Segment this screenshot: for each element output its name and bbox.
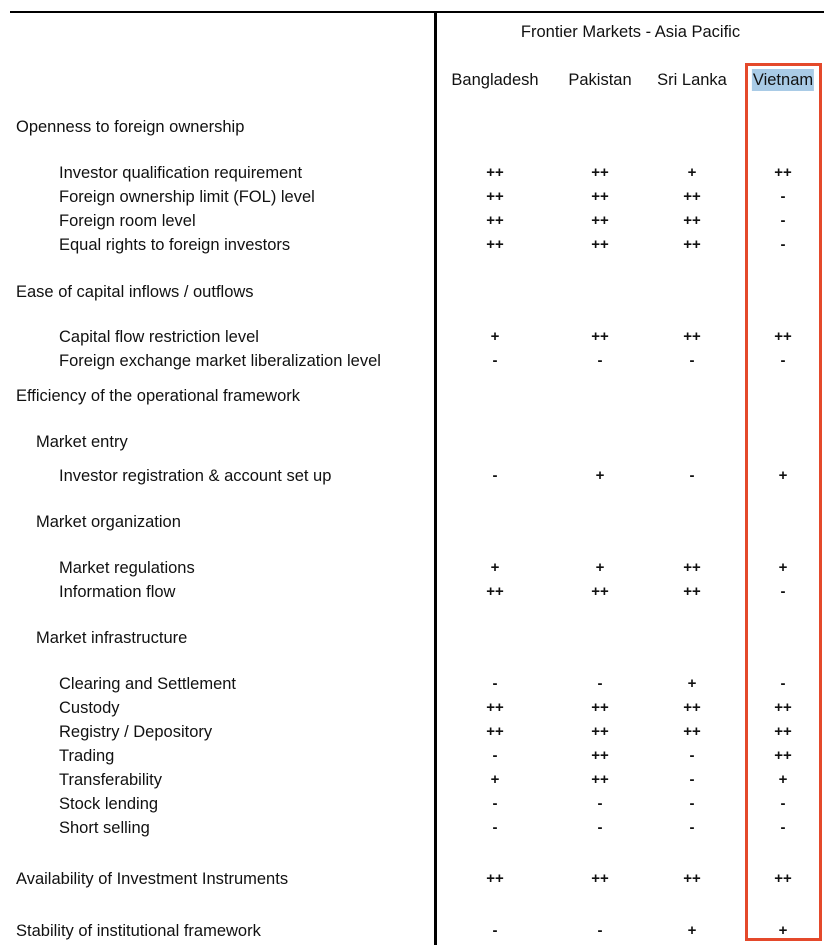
vietnam-highlight-box xyxy=(745,63,822,941)
rating-cell-sri-lanka: + xyxy=(687,922,697,939)
region-title: Frontier Markets - Asia Pacific xyxy=(520,23,741,41)
rating-cell-bangladesh: - xyxy=(492,467,498,484)
rating-cell-pakistan: ++ xyxy=(591,747,609,764)
table-row xyxy=(0,792,824,816)
rating-cell-pakistan: ++ xyxy=(591,583,609,600)
rating-cell-vietnam: + xyxy=(778,467,788,484)
rating-cell-pakistan: ++ xyxy=(591,870,609,887)
rating-cell-bangladesh: - xyxy=(492,352,498,369)
row-label-foreign-exchange-market-liberalization-level: Foreign exchange market liberalization level xyxy=(59,352,381,370)
rating-cell-pakistan: - xyxy=(597,922,603,939)
table-row xyxy=(0,867,824,891)
column-header-vietnam: Vietnam xyxy=(752,71,814,89)
table-row xyxy=(0,768,824,792)
table-row xyxy=(0,556,824,580)
rating-cell-pakistan: ++ xyxy=(591,723,609,740)
rating-cell-sri-lanka: ++ xyxy=(683,559,701,576)
rating-cell-bangladesh: + xyxy=(490,559,500,576)
rating-cell-sri-lanka: + xyxy=(687,164,697,181)
rating-cell-pakistan: ++ xyxy=(591,771,609,788)
rating-cell-pakistan: - xyxy=(597,819,603,836)
rating-cell-bangladesh: ++ xyxy=(486,164,504,181)
rating-cell-sri-lanka: - xyxy=(689,795,695,812)
rating-cell-pakistan: ++ xyxy=(591,212,609,229)
rating-cell-bangladesh: - xyxy=(492,675,498,692)
rating-cell-bangladesh: ++ xyxy=(486,188,504,205)
row-label-registry-depository: Registry / Depository xyxy=(59,723,213,741)
row-label-transferability: Transferability xyxy=(59,771,163,789)
rating-cell-vietnam: - xyxy=(780,352,786,369)
section-heading-row xyxy=(0,626,824,650)
rating-cell-vietnam: ++ xyxy=(774,699,792,716)
row-label-ease-of-capital-inflows-outflows: Ease of capital inflows / outflows xyxy=(16,283,254,301)
rating-cell-vietnam: - xyxy=(780,795,786,812)
row-label-availability-of-investment-instruments: Availability of Investment Instruments xyxy=(16,870,289,888)
rating-cell-vietnam: ++ xyxy=(774,328,792,345)
rating-cell-sri-lanka: - xyxy=(689,467,695,484)
rating-cell-sri-lanka: ++ xyxy=(683,212,701,229)
row-label-equal-rights-to-foreign-investors: Equal rights to foreign investors xyxy=(59,236,291,254)
rating-cell-sri-lanka: ++ xyxy=(683,188,701,205)
rating-cell-sri-lanka: ++ xyxy=(683,583,701,600)
rating-cell-bangladesh: - xyxy=(492,922,498,939)
section-heading-row xyxy=(0,115,824,139)
table-row xyxy=(0,161,824,185)
rating-cell-pakistan: ++ xyxy=(591,328,609,345)
row-label-short-selling: Short selling xyxy=(59,819,150,837)
row-label-custody: Custody xyxy=(59,699,120,717)
table-row xyxy=(0,720,824,744)
table-row xyxy=(0,744,824,768)
table-row xyxy=(0,672,824,696)
top-rule xyxy=(10,11,824,13)
rating-cell-vietnam: + xyxy=(778,559,788,576)
rating-cell-pakistan: - xyxy=(597,675,603,692)
rating-cell-sri-lanka: - xyxy=(689,819,695,836)
rating-cell-vietnam: - xyxy=(780,188,786,205)
rating-cell-vietnam: - xyxy=(780,819,786,836)
row-label-market-entry: Market entry xyxy=(36,433,128,451)
rating-cell-sri-lanka: + xyxy=(687,675,697,692)
table-row xyxy=(0,233,824,257)
rating-cell-bangladesh: ++ xyxy=(486,699,504,716)
rating-cell-vietnam: ++ xyxy=(774,164,792,181)
rating-cell-sri-lanka: ++ xyxy=(683,870,701,887)
section-heading-row xyxy=(0,280,824,304)
column-header-pakistan: Pakistan xyxy=(568,71,632,89)
section-heading-row xyxy=(0,384,824,408)
rating-cell-pakistan: ++ xyxy=(591,699,609,716)
rating-cell-bangladesh: - xyxy=(492,747,498,764)
table-row xyxy=(0,696,824,720)
table-row xyxy=(0,580,824,604)
rating-cell-pakistan: ++ xyxy=(591,188,609,205)
rating-cell-sri-lanka: ++ xyxy=(683,236,701,253)
table-row xyxy=(0,325,824,349)
rating-cell-sri-lanka: - xyxy=(689,747,695,764)
rating-cell-sri-lanka: ++ xyxy=(683,328,701,345)
table-row xyxy=(0,464,824,488)
table-row xyxy=(0,349,824,373)
rating-cell-bangladesh: ++ xyxy=(486,583,504,600)
section-heading-row xyxy=(0,430,824,454)
row-label-stability-of-institutional-framework: Stability of institutional framework xyxy=(16,922,261,940)
row-label-information-flow: Information flow xyxy=(59,583,176,601)
row-label-trading: Trading xyxy=(59,747,115,765)
rating-cell-vietnam: ++ xyxy=(774,723,792,740)
rating-cell-bangladesh: ++ xyxy=(486,870,504,887)
row-label-investor-registration-account-set-up: Investor registration & account set up xyxy=(59,467,332,485)
row-label-market-regulations: Market regulations xyxy=(59,559,195,577)
rating-cell-vietnam: + xyxy=(778,771,788,788)
rating-cell-bangladesh: ++ xyxy=(486,212,504,229)
table-row xyxy=(0,919,824,943)
row-label-efficiency-of-the-operational-framework: Efficiency of the operational framework xyxy=(16,387,301,405)
column-header-bangladesh: Bangladesh xyxy=(451,71,539,89)
rating-cell-pakistan: ++ xyxy=(591,164,609,181)
rating-cell-bangladesh: + xyxy=(490,328,500,345)
row-label-stock-lending: Stock lending xyxy=(59,795,159,813)
row-label-capital-flow-restriction-level: Capital flow restriction level xyxy=(59,328,259,346)
table-row xyxy=(0,209,824,233)
row-label-foreign-ownership-limit-fol-level: Foreign ownership limit (FOL) level xyxy=(59,188,315,206)
rating-cell-vietnam: - xyxy=(780,236,786,253)
rating-cell-sri-lanka: - xyxy=(689,352,695,369)
rating-cell-pakistan: + xyxy=(595,467,605,484)
rating-cell-pakistan: + xyxy=(595,559,605,576)
rating-cell-bangladesh: ++ xyxy=(486,723,504,740)
rating-cell-vietnam: ++ xyxy=(774,870,792,887)
rating-cell-pakistan: - xyxy=(597,795,603,812)
rating-cell-sri-lanka: ++ xyxy=(683,699,701,716)
row-label-market-organization: Market organization xyxy=(36,513,181,531)
row-label-foreign-room-level: Foreign room level xyxy=(59,212,196,230)
rating-cell-pakistan: - xyxy=(597,352,603,369)
table-row xyxy=(0,816,824,840)
rating-cell-vietnam: + xyxy=(778,922,788,939)
rating-cell-vietnam: - xyxy=(780,583,786,600)
row-label-investor-qualification-requirement: Investor qualification requirement xyxy=(59,164,303,182)
column-header-sri-lanka: Sri Lanka xyxy=(657,71,727,89)
rating-cell-vietnam: - xyxy=(780,675,786,692)
rating-cell-vietnam: - xyxy=(780,212,786,229)
row-label-clearing-and-settlement: Clearing and Settlement xyxy=(59,675,237,693)
table-row xyxy=(0,185,824,209)
rating-cell-sri-lanka: ++ xyxy=(683,723,701,740)
rating-cell-vietnam: ++ xyxy=(774,747,792,764)
section-heading-row xyxy=(0,510,824,534)
rating-cell-bangladesh: ++ xyxy=(486,236,504,253)
row-label-openness-to-foreign-ownership: Openness to foreign ownership xyxy=(16,118,245,136)
row-label-market-infrastructure: Market infrastructure xyxy=(36,629,188,647)
rating-cell-bangladesh: - xyxy=(492,795,498,812)
rating-cell-pakistan: ++ xyxy=(591,236,609,253)
rating-cell-bangladesh: + xyxy=(490,771,500,788)
rating-cell-sri-lanka: - xyxy=(689,771,695,788)
rating-cell-bangladesh: - xyxy=(492,819,498,836)
